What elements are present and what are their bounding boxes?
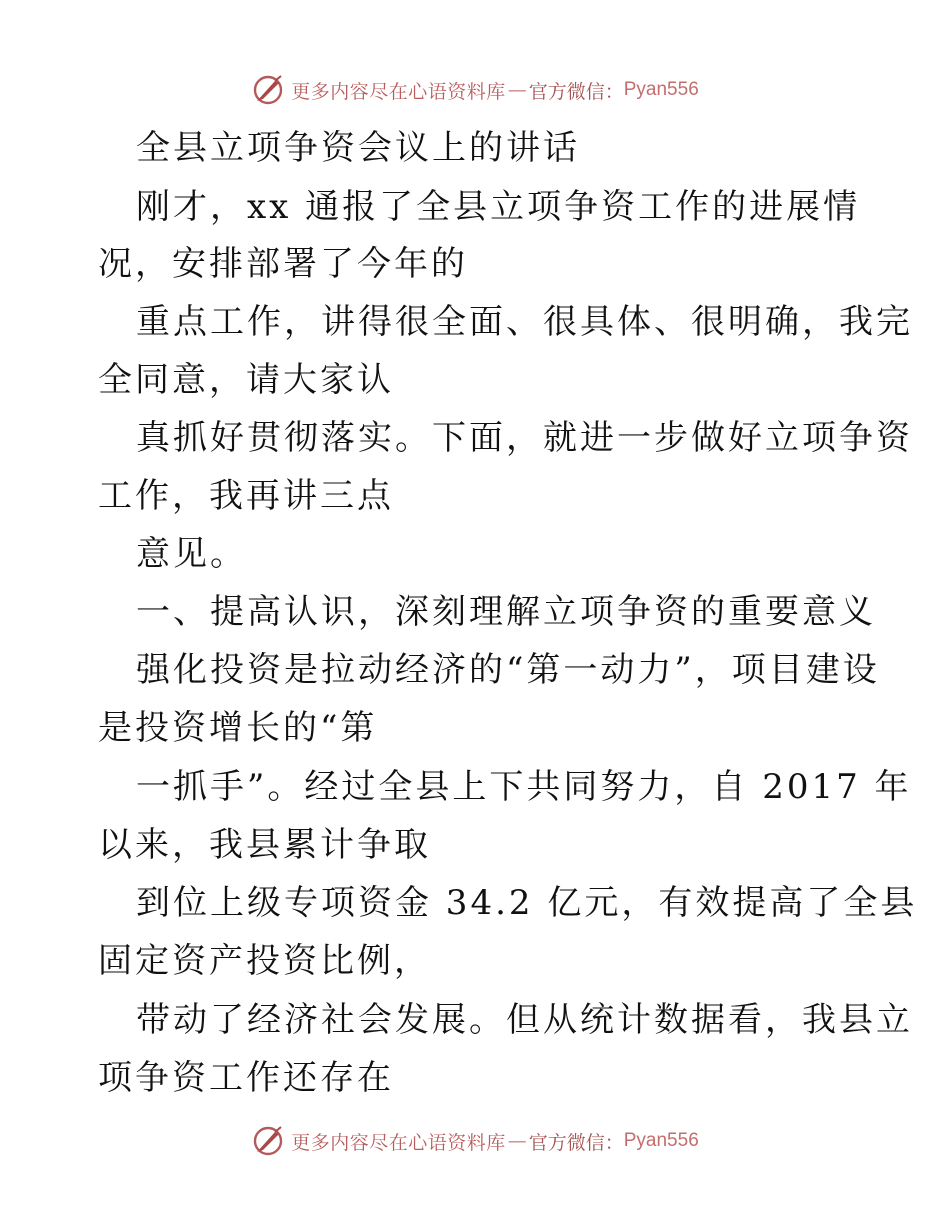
quill-pen-circle-icon [251,73,285,107]
watermark-dash: — [507,1130,527,1152]
paragraph-line: 是投资增长的“第 [98,708,378,748]
paragraph-line: 意见。 [136,534,247,574]
header-watermark [0,70,950,110]
paragraph-line: 真抓好贯彻落实。下面，就进一步做好立项争资 [136,418,913,458]
section-heading: 一、提高认识，深刻理解立项争资的重要意义 [136,592,876,632]
watermark-main-text: 更多内容尽在心语资料库 [291,1131,506,1154]
watermark-wechat-id: Pyan556 [623,79,699,100]
watermark-main-text: 更多内容尽在心语资料库 [291,80,506,103]
watermark-dash: — [507,79,527,101]
watermark-wechat-id: Pyan556 [623,1130,699,1151]
paragraph-line: 到位上级专项资金 34.2 亿元，有效提高了全县 [136,883,918,923]
document-title: 全县立项争资会议上的讲话 [136,128,580,168]
footer-watermark [0,1121,950,1161]
paragraph-line: 以来，我县累计争取 [98,825,431,865]
quill-pen-circle-icon [251,1124,285,1158]
watermark-official-label: 官方微信： [528,80,624,103]
paragraph-line: 工作，我再讲三点 [98,476,394,516]
paragraph-line: 重点工作，讲得很全面、很具体、很明确，我完 [136,302,913,342]
paragraph-line: 一抓手”。经过全县上下共同努力，自 2017 年 [136,767,912,807]
paragraph-line: 强化投资是拉动经济的“第一动力”，项目建设 [136,650,880,690]
paragraph-line: 刚才，xx 通报了全县立项争资工作的进展情 [136,187,861,227]
paragraph-line: 带动了经济社会发展。但从统计数据看，我县立 [136,1000,913,1040]
paragraph-line: 全同意，请大家认 [98,360,394,400]
watermark-official-label: 官方微信： [528,1131,624,1154]
paragraph-line: 项争资工作还存在 [98,1058,394,1098]
paragraph-line: 况，安排部署了今年的 [98,244,468,284]
paragraph-line: 固定资产投资比例， [98,941,431,981]
